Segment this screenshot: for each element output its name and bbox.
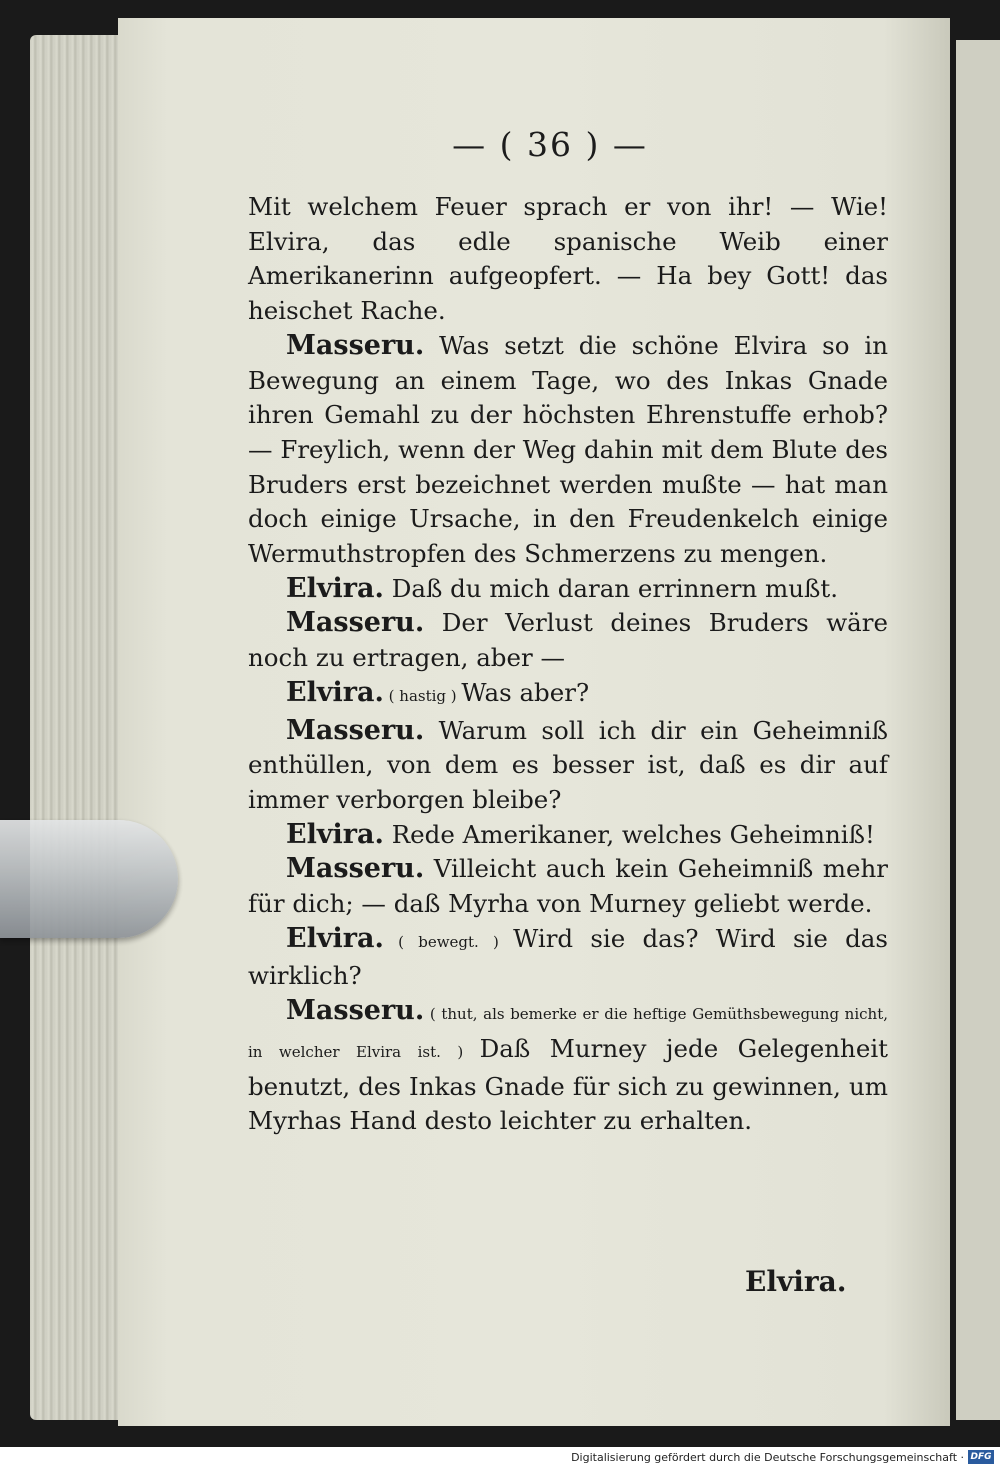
speech-text: Wird sie das? Wird sie das wirklich? bbox=[248, 923, 888, 991]
paragraph-6 bbox=[248, 714, 888, 818]
paragraph-1 bbox=[248, 190, 888, 329]
speech-text: Warum soll ich dir ein Geheimniß enthüllen, von dem es besser ist, daß es dir auf immer verborgen bleibe? bbox=[248, 715, 888, 814]
funding-credit: Digitalisierung gefördert durch die Deutsche Forschungsgemeinschaft · bbox=[571, 1451, 964, 1464]
scanner-finger bbox=[0, 820, 178, 938]
speaker-name: Elvira. bbox=[286, 676, 384, 708]
stage-direction: ( bewegt. ) bbox=[383, 932, 514, 951]
speech-text: Was aber? bbox=[461, 677, 590, 707]
speaker-name: Masseru. bbox=[286, 995, 425, 1027]
paragraph-10 bbox=[248, 994, 888, 1139]
speech-text: Daß du mich daran errinnern mußt. bbox=[383, 573, 838, 603]
paragraph-3 bbox=[248, 572, 888, 607]
paragraph-7 bbox=[248, 818, 888, 853]
speech-text: Was setzt die schöne Elvira so in Bewegung an einem Tage, wo des Inkas Gnade ihren Gemahl zu der höchsten Ehrenstuffe erhob? — Freylich, wenn der Weg dahin mit dem Blute des Bruders erst bezeichnet werden mußte — hat man doch einige Ursache, in den Freudenkelch einige Wermuthstropfen des Schmerzens zu mengen. bbox=[248, 330, 888, 569]
speaker-name: Masseru. bbox=[286, 607, 425, 639]
speaker-name: Masseru. bbox=[286, 329, 425, 361]
dfg-logo: DFG bbox=[968, 1450, 994, 1464]
paragraph-9 bbox=[248, 922, 888, 994]
speech-text: Rede Amerikaner, welches Geheimniß! bbox=[383, 819, 875, 849]
paragraph-8 bbox=[248, 852, 888, 921]
speaker-name: Elvira. bbox=[286, 922, 384, 954]
paragraph-5 bbox=[248, 676, 888, 714]
page-edges bbox=[30, 35, 125, 1420]
speech-text: Der Verlust deines Bruders wäre noch zu ertragen, aber — bbox=[248, 608, 888, 673]
speech-text: Villeicht auch kein Geheimniß mehr für dich; — daß Myrha von Murney geliebt werde. bbox=[248, 854, 888, 919]
paragraph-2 bbox=[248, 329, 888, 572]
speaker-name: Masseru. bbox=[286, 714, 425, 746]
speaker-name: Elvira. bbox=[286, 572, 384, 604]
paragraph-4 bbox=[248, 606, 888, 675]
facing-page-edge bbox=[956, 40, 1000, 1420]
paragraph-text: Mit welchem Feuer sprach er von ihr! — Wie! Elvira, das edle spanische Weib einer Amerikanerinn aufgeopfert. — Ha bey Gott! das heischet Rache. bbox=[248, 192, 888, 326]
catchword: Elvira. bbox=[745, 1265, 847, 1298]
speech-text: Daß Murney jede Gelegenheit benutzt, des Inkas Gnade für sich zu gewinnen, um Myrhas Hand desto leichter zu erhalten. bbox=[248, 1033, 889, 1136]
stage-direction: ( thut, als bemerke er die heftige Gemüthsbewegung nicht, in welcher Elvira ist. ) bbox=[248, 1005, 888, 1061]
stage-direction: ( hastig ) bbox=[383, 686, 462, 705]
speaker-name: Elvira. bbox=[286, 818, 384, 850]
page-number: — ( 36 ) — bbox=[452, 125, 648, 164]
speaker-name: Masseru. bbox=[286, 853, 425, 885]
page-text bbox=[248, 190, 888, 1139]
